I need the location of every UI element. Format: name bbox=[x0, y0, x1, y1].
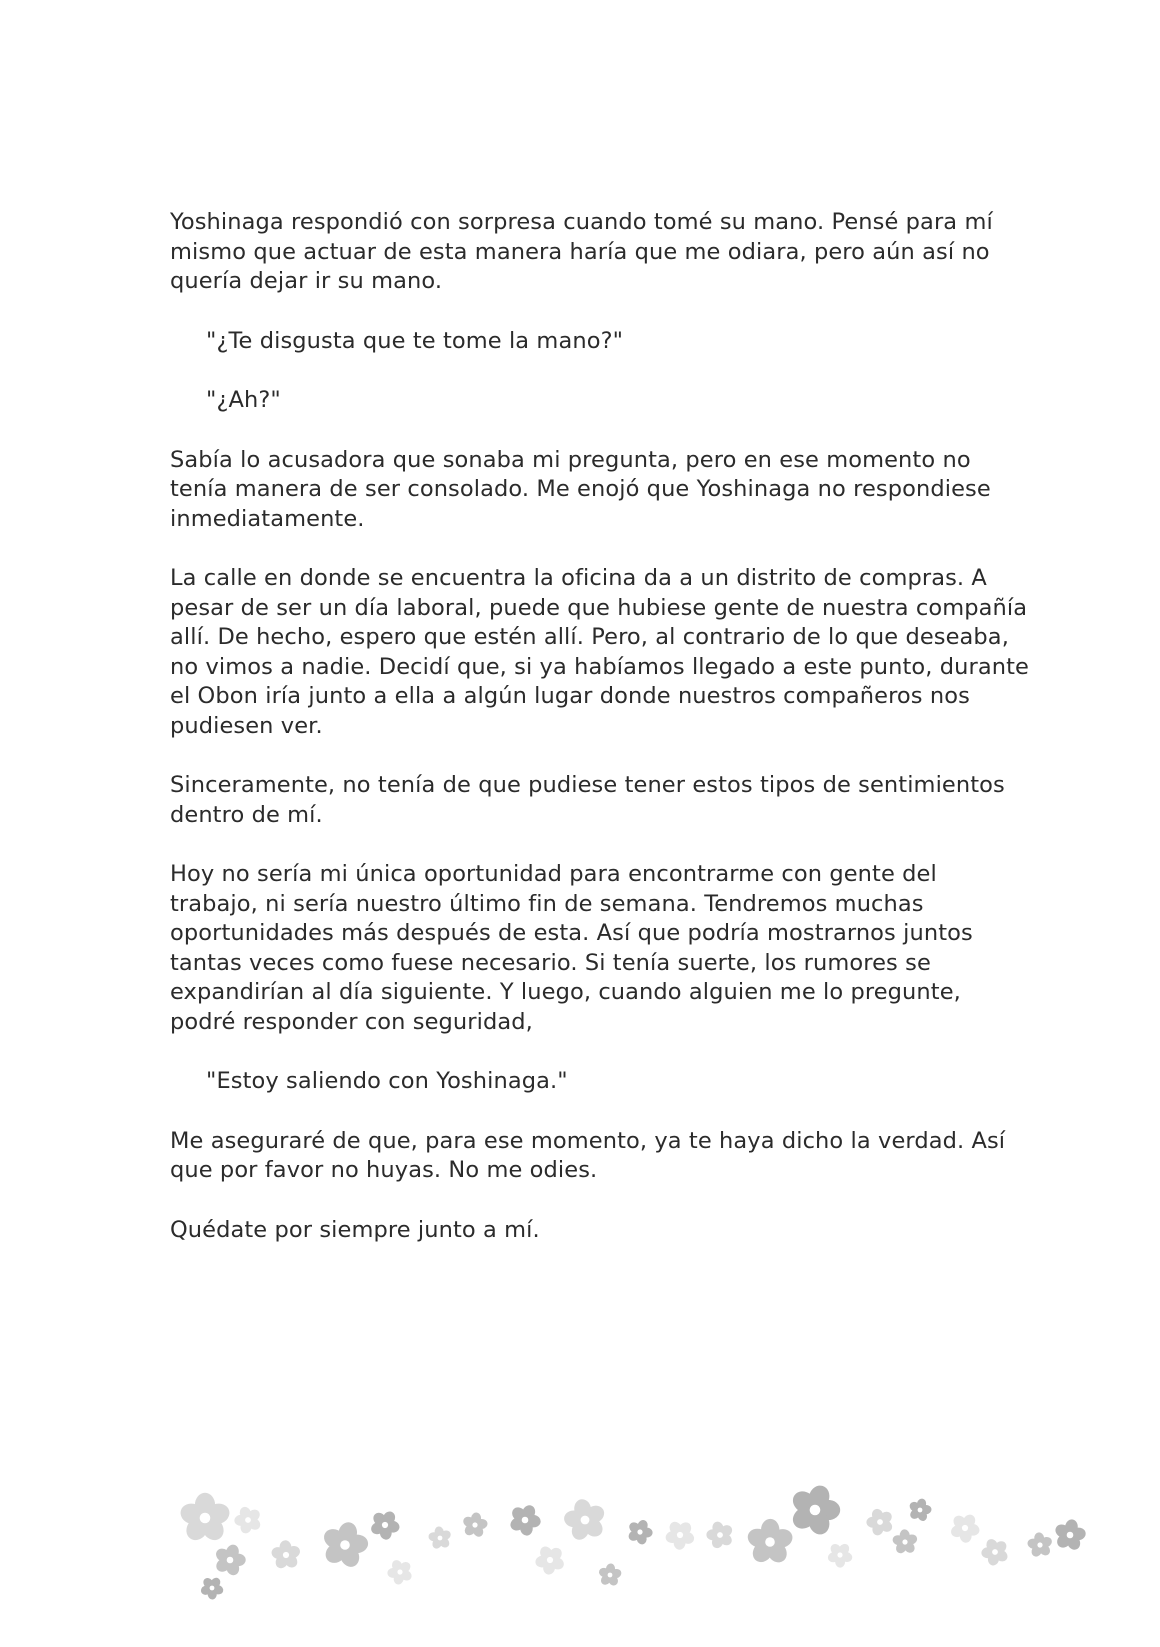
flower-icon bbox=[627, 1518, 653, 1545]
flower-icon bbox=[200, 1576, 225, 1600]
flower-icon bbox=[981, 1537, 1010, 1566]
flower-icon bbox=[234, 1505, 262, 1534]
flower-icon bbox=[866, 1507, 894, 1536]
flower-icon bbox=[508, 1503, 541, 1536]
flower-icon bbox=[178, 1493, 232, 1545]
flower-icon bbox=[428, 1526, 453, 1550]
paragraph: Yoshinaga respondió con sorpresa cuando tomé su mano. Pensé para mí mismo que actuar de esta manera haría que me odiara, pero aún así no quería dejar ir su mano. bbox=[170, 209, 993, 294]
flower-icon bbox=[1027, 1532, 1054, 1559]
paragraph: Hoy no sería mi única oportunidad para encontrarme con gente del trabajo, ni sería nuestro último fin de semana. Tendremos muchas oportunidades más después de esta. Así que podría mostrarnos juntos tantas veces como fuese necesario. Si tenía suerte, los rumores se expandirían al día siguiente. Y luego, cuando alguien me lo pregunte, podré responder con seguridad, bbox=[170, 861, 973, 1035]
flower-icon bbox=[387, 1558, 414, 1585]
flower-icon bbox=[563, 1498, 607, 1543]
flower-icon bbox=[213, 1543, 245, 1577]
page-body bbox=[170, 208, 1030, 1275]
flower-border-decoration bbox=[0, 1480, 1160, 1620]
dialogue-line: "¿Ah?" bbox=[206, 387, 281, 413]
paragraph: La calle en donde se encuentra la oficina da a un distrito de compras. A pesar de ser un día laboral, puede que hubiese gente de nuestra compañía allí. De hecho, espero que estén allí. Pero, al contrario de lo que deseaba, no vimos a nadie. Decidí que, si ya habíamos llegado a este punto, durante el Obon iría junto a ella a algún lugar donde nuestros compañeros nos pudiesen ver. bbox=[170, 565, 1029, 739]
flower-icon bbox=[745, 1519, 795, 1566]
flower-icon bbox=[534, 1544, 565, 1575]
flower-icon bbox=[789, 1483, 841, 1537]
dialogue-line: "¿Te disgusta que te tome la mano?" bbox=[206, 327, 624, 354]
paragraph: Quédate por siempre junto a mí. bbox=[170, 1216, 540, 1243]
flower-icon bbox=[949, 1512, 980, 1543]
flower-icon bbox=[598, 1563, 623, 1587]
flower-icon bbox=[369, 1509, 400, 1540]
dialogue-line: "Estoy saliendo con Yoshinaga." bbox=[206, 1068, 568, 1094]
flower-icon bbox=[706, 1520, 734, 1549]
flower-icon bbox=[461, 1512, 488, 1539]
flower-icon bbox=[826, 1542, 853, 1568]
flower-icon bbox=[908, 1498, 932, 1523]
flower-icon bbox=[1053, 1518, 1086, 1551]
flower-icon bbox=[270, 1540, 302, 1571]
paragraph: Me aseguraré de que, para ese momento, ya te haya dicho la verdad. Así que por favor no huyas. No me odies. bbox=[170, 1127, 1006, 1183]
flower-icon bbox=[892, 1529, 919, 1555]
flower-icon bbox=[664, 1519, 696, 1550]
paragraph: Sabía lo acusadora que sonaba mi pregunta, pero en ese momento no tenía manera de ser consolado. Me enojó que Yoshinaga no respondiese inmediatamente. bbox=[170, 446, 991, 532]
paragraph: Sinceramente, no tenía de que pudiese tener estos tipos de sentimientos dentro de mí. bbox=[170, 772, 1005, 828]
flower-icon bbox=[320, 1520, 368, 1569]
